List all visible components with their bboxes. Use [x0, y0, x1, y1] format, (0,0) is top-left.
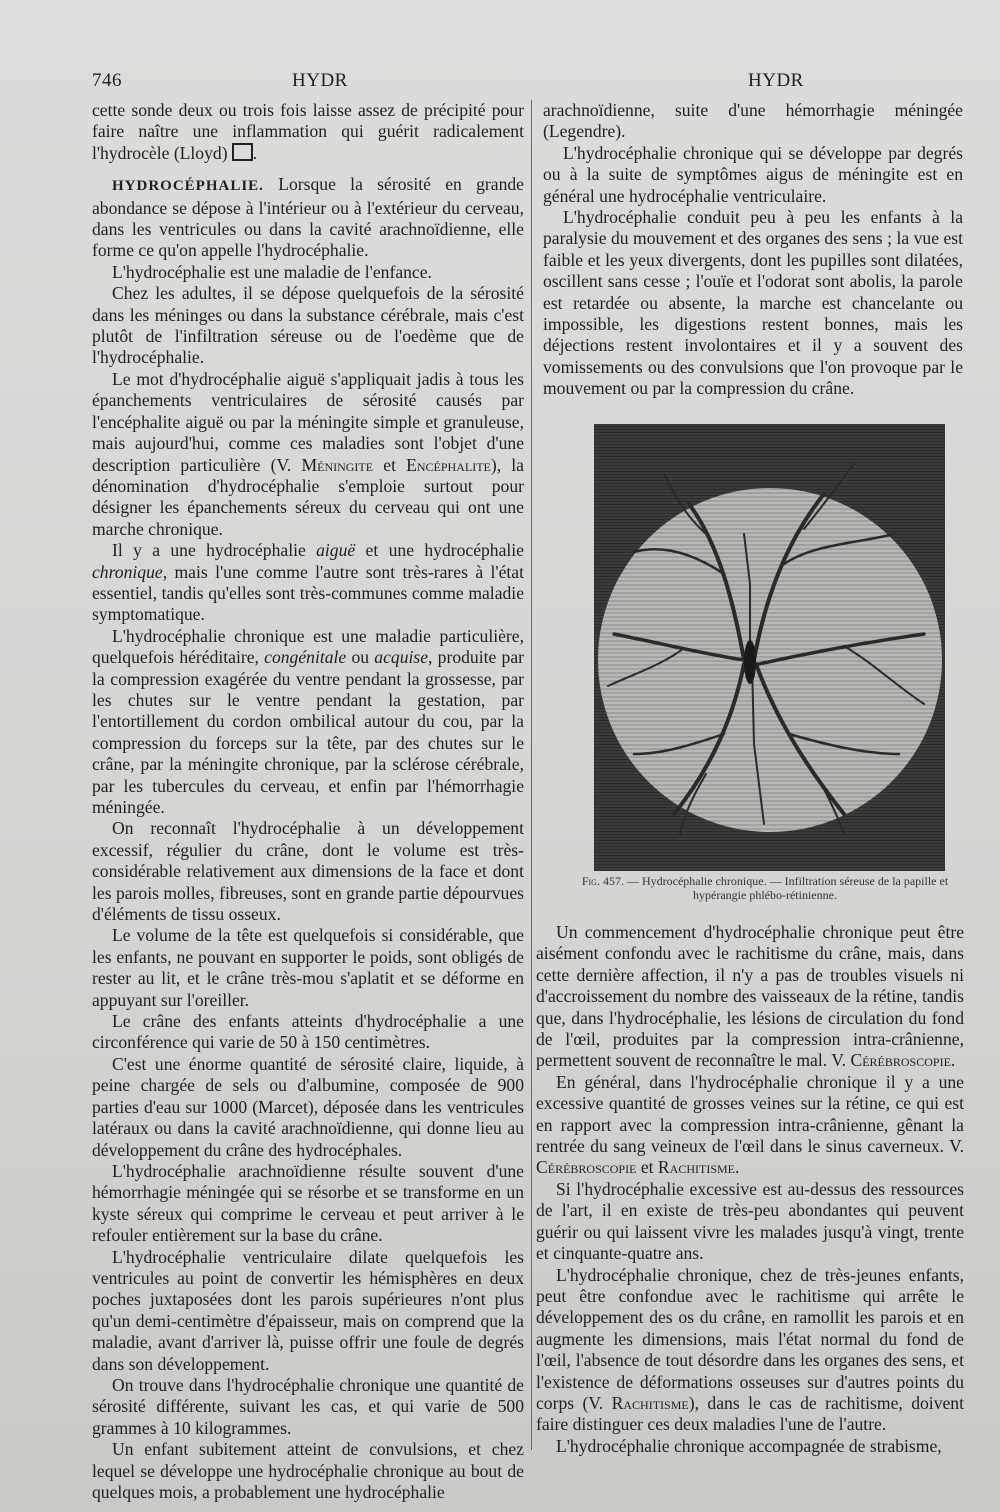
- paragraph: En général, dans l'hydrocéphalie chronique il y a une excessive quantité de grosses veines sur la rétine, ce qui est en rapport avec la compression intra-crânienne, gênant la rentrée du sang veineux de l'œil dans le sinus caverneux. V. Cérébroscopie et Rachitisme.: [536, 1071, 964, 1178]
- paragraph: L'hydrocéphalie conduit peu à peu les enfants à la paralysie du mouvement et des organes des sens ; la vue est faible et les yeux divergents, dont les pupilles sont dilatées, oscillent sans cesse ; l'ouïe et l'odorat sont abolis, la parole est retardée ou absente, la marche est chancelante ou impossible, les digestions restent bonnes, mais les déjections restent involontaires et il y a souvent des vomissements ou des convulsions que l'on provoque par le mouvement ou par la compression du crâne.: [543, 207, 963, 399]
- paragraph: Le mot d'hydrocéphalie aiguë s'appliquait jadis à tous les épanchements ventriculaires de sérosité causés par l'encéphalite aiguë ou par la méningite simple et granuleuse, mais aujourd'hui, comme ces maladies sont l'objet d'une description particulière (V. Méningite et Encéphalite), la dénomination d'hydrocéphalie s'emploie surtout pour désigner les épanchements séreux du cerveau qui ont une marche chronique.: [92, 368, 524, 539]
- cross-reference: Cérébroscopie: [536, 1157, 637, 1178]
- cross-reference: Encéphalite: [406, 454, 491, 475]
- figure-caption: Fig. 457. — Hydrocéphalie chronique. — Infiltration séreuse de la papille et hypérangie phlébo-rétinienne.: [581, 874, 949, 902]
- article-heading: HYDROCÉPHALIE.: [112, 178, 264, 195]
- running-head-right: HYDR: [748, 70, 804, 91]
- paragraph: arachnoïdienne, suite d'une hémorrhagie méningée (Legendre).: [543, 100, 963, 142]
- paragraph: Il y a une hydrocéphalie aiguë et une hydrocéphalie chronique, mais l'une comme l'autre sont très-rares à l'état essentiel, tandis qu'elles sont très-communes comme maladie symptomatique.: [92, 540, 524, 625]
- optic-papilla: [744, 640, 756, 684]
- left-column: [92, 100, 524, 1503]
- cross-reference: Méningite: [301, 454, 374, 475]
- paragraph: On reconnaît l'hydrocéphalie à un développement excessif, régulier du crâne, dont le volume est très-considérable relativement aux dimensions de la face et dont les parois molles, fibreuses, sont en grande partie dépourvues d'éléments de tissu osseux.: [92, 818, 524, 925]
- article-paragraph: HYDROCÉPHALIE. Lorsque la sérosité en grande abondance se dépose à l'intérieur ou à l'extérieur du cerveau, dans les ventricules ou dans la cavité arachnoïdienne, elle forme ce qu'on appelle l'hydrocéphalie.: [92, 174, 524, 261]
- paragraph: C'est une énorme quantité de sérosité claire, liquide, à peine chargée de sels ou d'albumine, composée de 900 parties d'eau sur 1000 (Marcet), déposée dans les ventricules latéraux ou dans la cavité arachnoïdienne, qui donne lieu au développement du crâne des hydrocéphales.: [92, 1053, 524, 1160]
- paragraph: L'hydrocéphalie ventriculaire dilate quelquefois les ventricules au point de convertir les hémisphères en deux poches juxtaposées dont les parois supérieures n'ont plus qu'un demi-centimètre d'épaisseur, mais on comprend que la maladie, avant d'arriver là, puisse offrir une foule de degrés dans son développement.: [92, 1246, 524, 1374]
- paragraph: L'hydrocéphalie chronique qui se développe par degrés ou à la suite de symptômes aigus de méningite est en général une hydrocéphalie ventriculaire.: [543, 142, 963, 206]
- right-column-top: [543, 100, 963, 400]
- paragraph: On trouve dans l'hydrocéphalie chronique une quantité de sérosité différente, suivant les cas, et qui varie de 500 grammes à 10 kilogrammes.: [92, 1374, 524, 1438]
- paragraph: Un enfant subitement atteint de convulsions, et chez lequel se développe une hydrocéphalie chronique au bout de quelques mois, a probablement une hydrocéphalie: [92, 1439, 524, 1502]
- end-of-article-box-icon: [232, 143, 253, 161]
- paragraph: L'hydrocéphalie chronique, chez de très-jeunes enfants, peut être confondue avec le rachitisme qui arrête le développement des os du crâne, en ramollit les parois et en augmente les dimensions, mais l'état normal du fond de l'œil, l'absence de tout désordre dans les organes des sens, et l'existence de déformations osseuses sur d'autres points du corps (V. Rachitisme), dans le cas de rachitisme, doivent faire distinguer ces deux maladies l'une de l'autre.: [536, 1264, 964, 1435]
- page-number: 746: [92, 70, 122, 91]
- paragraph: Chez les adultes, il se dépose quelquefois de la sérosité dans les méninges ou dans la substance cérébrale, mais c'est plutôt de l'infiltration séreuse ou de l'oedème que de l'hydrocéphalie.: [92, 283, 524, 368]
- paragraph: L'hydrocéphalie est une maladie de l'enfance.: [112, 261, 432, 282]
- retina-engraving-figure: [594, 424, 945, 871]
- column-divider: [531, 100, 532, 1450]
- paragraph: Le crâne des enfants atteints d'hydrocéphalie a une circonférence qui varie de 50 à 150 centimètres.: [92, 1011, 524, 1053]
- fundus-illustration: [594, 424, 945, 871]
- paragraph: L'hydrocéphalie chronique est une maladie particulière, quelquefois héréditaire, congénitale ou acquise, produite par la compression exagérée du ventre pendant la grossesse, par les chutes sur le ventre pendant la gestation, par l'entortillement du cordon ombilical autour du cou, par la compression du forceps sur la tête, par des chutes sur le crâne, par la méningite chronique, par la sclérose cérébrale, par les tubercules du cerveau, et enfin par l'hémorrhagie méningée.: [92, 625, 524, 817]
- paragraph: Si l'hydrocéphalie excessive est au-dessus des ressources de l'art, il en existe de très-peu abondantes qui peuvent guérir ou qui laissent vivre les malades jusqu'à vingt, trente et cinquante-quatre ans.: [536, 1178, 964, 1264]
- cross-reference: Rachitisme: [611, 1392, 689, 1413]
- running-head-left: HYDR: [292, 70, 348, 91]
- paragraph: L'hydrocéphalie arachnoïdienne résulte souvent d'une hémorrhagie méningée qui se résorbe et se transforme en un kyste séreux qui comprime le cerveau et peut arriver à le refouler entièrement sur la base du crâne.: [92, 1160, 524, 1246]
- paragraph: Un commencement d'hydrocéphalie chronique peut être aisément confondu avec le rachitisme du crâne, mais, dans cette dernière affection, il n'y a pas de troubles visuels ni d'accroissement du nombre des vaisseaux de la rétine, tandis que, dans l'hydrocéphalie, les lésions de circulation du fond de l'œil, produites par la compression intra-crânienne, permettent souvent de reconnaître le mal. V. Cérébroscopie.: [536, 922, 964, 1071]
- paragraph: cette sonde deux ou trois fois laisse assez de précipité pour faire naître une inflammation qui guérit radicalement l'hydrocèle (Lloyd) .: [92, 100, 524, 163]
- paragraph: L'hydrocéphalie chronique accompagnée de strabisme,: [556, 1435, 942, 1456]
- paragraph: Le volume de la tête est quelquefois si considérable, que les enfants, ne pouvant en supporter le poids, sont obligés de rester au lit, et le crâne très-mou s'aplatit et se déforme en appuyant sur l'oreiller.: [92, 925, 524, 1010]
- cross-reference: Cérébroscopie: [850, 1050, 951, 1071]
- right-column-bottom: [536, 922, 964, 1457]
- cross-reference: Rachitisme: [657, 1157, 735, 1178]
